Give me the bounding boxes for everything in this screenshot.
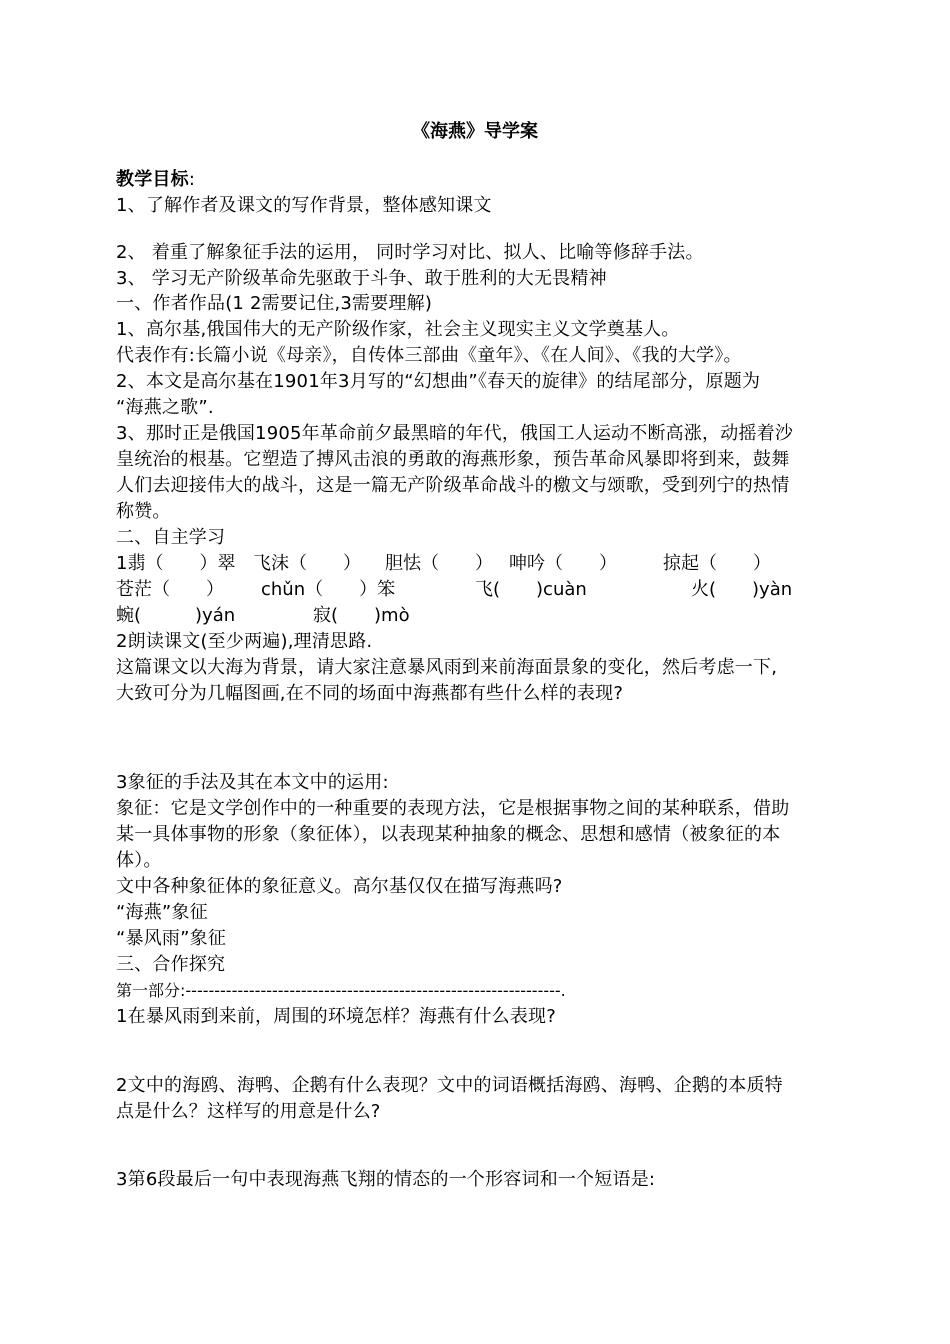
section-2-question-2: 2朗读课文(至少两遍),理清思路. [116, 631, 373, 652]
part-1-line: 第一部分:-----------------------------------------------------------------. [116, 981, 566, 1000]
symbolism-question: 文中各种象征体的象征意义。高尔基仅仅在描写海燕吗? [116, 876, 563, 897]
vocab-item: chǔn（ ）笨 [261, 579, 396, 600]
vocab-item: 1翡（ ）翠 [116, 553, 236, 574]
symbol-petrel: “海燕”象征 [116, 902, 208, 923]
goal-1: 1、了解作者及课文的写作背景，整体感知课文 [116, 195, 492, 216]
section-1-para-2a: 2、本文是高尔基在1901年3月写的“幻想曲”《春天的旋律》的结尾部分，原题为 [116, 371, 761, 392]
symbolism-def-c: 体）。 [116, 850, 162, 871]
goals-colon: : [188, 169, 196, 190]
section-1-para-3b: 皇统治的根基。它塑造了搏风击浪的勇敢的海燕形象，预告革命风暴即将到来，鼓舞 [116, 449, 790, 470]
vocab-item: 寂( )mò [313, 605, 410, 626]
goals-heading: 教学目标 [116, 169, 189, 190]
section-3-heading: 三、合作探究 [116, 954, 226, 975]
section-1-para-1b: 代表作有:长篇小说《母亲》，自传体三部曲《童年》、《在人间》、《我的大学》。 [116, 345, 742, 366]
vocab-item: 掠起（ ） [663, 553, 771, 574]
vocab-item: 苍茫（ ） [116, 579, 224, 600]
vocab-item: 胆怯（ ） [385, 553, 493, 574]
section-1-para-1: 1、高尔基,俄国伟大的无产阶级作家，社会主义现实主义文学奠基人。 [116, 319, 680, 340]
question-2a: 2文中的海鸥、海鸭、企鹅有什么表现？文中的词语概括海鸥、海鸭、企鹅的本质特 [116, 1075, 783, 1096]
symbolism-def-a: 象征：它是文学创作中的一种重要的表现方法，它是根据事物之间的某种联系，借助 [116, 798, 790, 819]
vocab-item: 呻吟（ ） [509, 553, 617, 574]
goals-heading-line [116, 168, 195, 192]
section-1-para-3a: 3、那时正是俄国1905年革命前夕最黑暗的年代，俄国工人运动不断高涨，动摇着沙 [116, 423, 794, 444]
section-2-question-3: 3象征的手法及其在本文中的运用: [116, 772, 389, 793]
section-2-question-2a: 这篇课文以大海为背景，请大家注意暴风雨到来前海面景象的变化，然后考虑一下, [116, 657, 778, 678]
section-1-para-2b: “海燕之歌”. [116, 397, 214, 418]
section-2-question-2b: 大致可分为几幅图画,在不同的场面中海燕都有些什么样的表现? [116, 683, 624, 704]
section-2-heading: 二、自主学习 [116, 527, 226, 548]
goal-3: 3、 学习无产阶级革命先驱敢于斗争、敢于胜利的大无畏精神 [116, 268, 607, 289]
symbol-storm: “暴风雨”象征 [116, 928, 227, 949]
vocab-item: 蜿( )yán [116, 605, 236, 626]
section-1-para-3d: 称赞。 [116, 501, 171, 522]
symbolism-def-b: 某一具体事物的形象（象征体），以表现某种抽象的概念、思想和感情（被象征的本 [116, 824, 781, 845]
goal-2: 2、 着重了解象征手法的运用， 同时学习对比、拟人、比喻等修辞手法。 [116, 242, 704, 263]
page-title: 《海燕》导学案 [412, 121, 538, 142]
section-1-heading: 一、作者作品(1 2需要记住,3需要理解) [116, 293, 433, 314]
vocab-item: 火( )yàn [691, 579, 793, 600]
vocab-item: 飞( )cuàn [475, 579, 587, 600]
section-1-para-3c: 人们去迎接伟大的战斗，这是一篇无产阶级革命战斗的檄文与颂歌，受到列宁的热情 [116, 475, 790, 496]
question-3: 3第6段最后一句中表现海燕飞翔的情态的一个形容词和一个短语是: [116, 1169, 656, 1190]
question-2b: 点是什么？这样写的用意是什么? [116, 1101, 381, 1122]
vocab-item: 飞沫（ ） [253, 553, 361, 574]
question-1: 1在暴风雨到来前，周围的环境怎样？海燕有什么表现? [116, 1006, 557, 1027]
